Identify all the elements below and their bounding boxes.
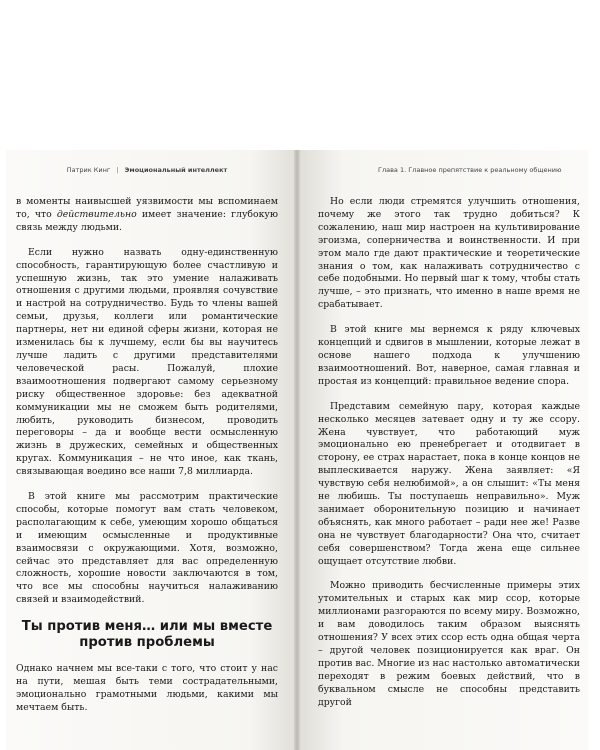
paragraph: Но если люди стремятся улучшить отношения, почему же этого так трудно добиться? К сожалению, наш мир настроен на культивирование эгоизма, соперничества и воинственности. И при этом мало где дают практические и теоретические знания о том, как налаживать сотрудничество с себе подобными. Но первый шаг к тому, чтобы стать лучше, – это признать, что именно в наше время не срабатывает. bbox=[318, 196, 580, 311]
paragraph: Представим семейную пару, которая каждые несколько месяцев затевает одну и ту же ссору. Жена чувствует, что работающий муж эмоционально ею пренебрегает и отодвигает в сторону, ее страх нарастает, пока в конце концов не выплескивается наружу. Жена заявляет: «Я чувствую себя нелюбимой», а он слышит: «Ты меня не любишь. Ты поступаешь неправильно». Муж занимает оборонительную позицию и начинает объяснять, как много работает – ради нее же! Разве она не чувствует благодарности? Она что, считает себя совершенством? Тогда жена еще сильнее ощущает отсутствие любви. bbox=[318, 400, 580, 567]
emphasis-word: действительно bbox=[56, 208, 137, 220]
running-head-author: Патрик Кинг bbox=[66, 166, 111, 174]
left-running-head bbox=[16, 164, 278, 176]
paragraph: Если нужно назвать одну-единственную способность, гарантирующую более счастливую и успешную жизнь, так это умение налаживать отношения с другими людьми, проявляя сочувствие и настрой на сотрудничество. Будь то члены вашей семьи, друзья, коллеги или романтические партнеры, нет ни единой сферы жизни, которая не изменилась бы к лучшему, если бы вы научитесь лучше ладить с другими представителями человеческой расы. Пожалуй, плохие взаимоотношения подвергают самому серьезному риску общественное здоровье: без адекватной коммуникации мы не сможем быть родителями, любить, руководить бизнесом, проводить переговоры – да и вообще вести осмысленную жизнь в дружеских, семейных и общественных кругах. Коммуникация – не что иное, как ткань, связывающая воедино все наши 7,8 миллиарда. bbox=[16, 246, 278, 478]
running-head-separator: | bbox=[116, 166, 119, 174]
section-heading bbox=[16, 619, 278, 651]
section-heading-line2: против проблемы bbox=[79, 635, 215, 651]
paragraph: В этой книге мы вернемся к ряду ключевых концепций и сдвигов в мышлении, которые лежат в основе нашего подхода к улучшению взаимоотношений. Вот, наверное, самая главная и простая из концепций: правильное ведение спора. bbox=[318, 324, 580, 387]
running-head-book-title: Эмоциональный интеллект bbox=[124, 166, 228, 174]
paragraph: Однако начнем мы все-таки с того, что стоит у нас на пути, мешая быть теми сострадательными, эмоционально грамотными людьми, какими мы мечтаем быть. bbox=[16, 663, 278, 713]
right-page bbox=[300, 150, 588, 750]
paragraph: В этой книге мы рассмотрим практические способы, которые помогут вам стать человеком, располагающим к себе, умеющим хорошо общаться и имеющим осмысленные и продуктивные взаимосвязи с окружающими. Хотя, возможно, сейчас это представляет для вас определенную сложность, хорошие новости заключаются в том, что все мы способны научиться налаживанию связей и взаимодействий. bbox=[16, 491, 278, 606]
section-heading-line1: Ты против меня… или мы вместе bbox=[21, 619, 273, 635]
right-running-head: Глава 1. Главное препятствие к реальному общению bbox=[378, 166, 562, 174]
paragraph: Можно приводить бесчисленные примеры этих утомительных и старых как мир ссор, которые миллионами разгораются по всему миру. Возможно, и вам доводилось таким образом выяснять отношения? У всех этих ссор есть одна общая черта – другой человек позиционируется как враг. Он против вас. Многие из нас настолько автоматически переходят в режим боевых действий, что в буквальном смысле не способны представить другой bbox=[318, 580, 580, 708]
left-page bbox=[6, 150, 294, 750]
paragraph-continuation: в моменты наивысшей уязвимости мы вспоминаем то, что действительно имеет значение: глубокую связь между людьми. bbox=[16, 196, 278, 233]
